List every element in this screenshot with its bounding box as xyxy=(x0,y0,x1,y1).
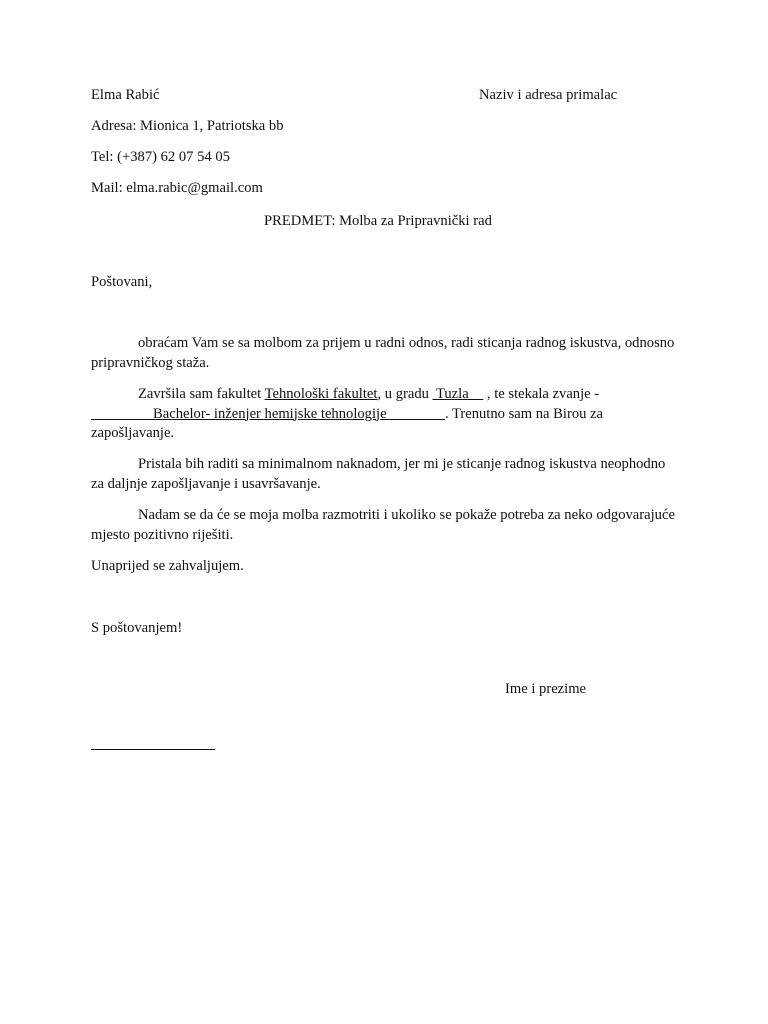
paragraph-request xyxy=(91,334,676,373)
paragraph-compensation-text: Pristala bih raditi sa minimalnom naknadom, jer mi je sticanje radnog iskustva neophodno za daljnje zapošljavanje i usavršavanje. xyxy=(91,456,666,492)
signature-label: Ime i prezime xyxy=(505,681,587,697)
degree-title: Bachelor- inženjer hemijske tehnologije xyxy=(91,405,445,422)
sender-address: Adresa: Mionica 1, Patriotska bb xyxy=(91,118,284,134)
paragraph-request-text: obraćam Vam se sa molbom za prijem u radni odnos, radi sticanja radnog iskustva, odnosno pripravničkog staža. xyxy=(91,335,675,371)
education-text-4: . Trenutno sam na Birou za zapošljavanje. xyxy=(91,405,604,441)
paragraph-education xyxy=(91,385,676,444)
signature-line xyxy=(91,749,215,750)
education-text-2: , u gradu xyxy=(377,386,433,402)
education-text-3: , te stekala zvanje - xyxy=(483,386,600,402)
sender-mail: Mail: elma.rabic@gmail.com xyxy=(91,180,263,196)
paragraph-hope-text: Nadam se da će se moja molba razmotriti i ukoliko se pokaže potreba za neko odgovarajuće mjesto pozitivno riješiti. xyxy=(91,507,675,543)
subject-line: PREDMET: Molba za Pripravnički rad xyxy=(264,213,492,229)
sender-name: Elma Rabić xyxy=(91,87,160,103)
education-text-1: Završila sam fakultet xyxy=(138,386,265,402)
closing-line: S poštovanjem! xyxy=(91,620,183,636)
greeting: Poštovani, xyxy=(91,274,153,290)
paragraph-compensation xyxy=(91,455,676,494)
thanks-line: Unaprijed se zahvaljujem. xyxy=(91,558,244,574)
paragraph-hope xyxy=(91,506,676,545)
faculty-name: Tehnološki fakultet xyxy=(264,386,378,402)
sender-phone: Tel: (+387) 62 07 54 05 xyxy=(91,149,230,165)
city-name: Tuzla xyxy=(432,386,484,402)
recipient-label: Naziv i adresa primalac xyxy=(479,87,618,103)
